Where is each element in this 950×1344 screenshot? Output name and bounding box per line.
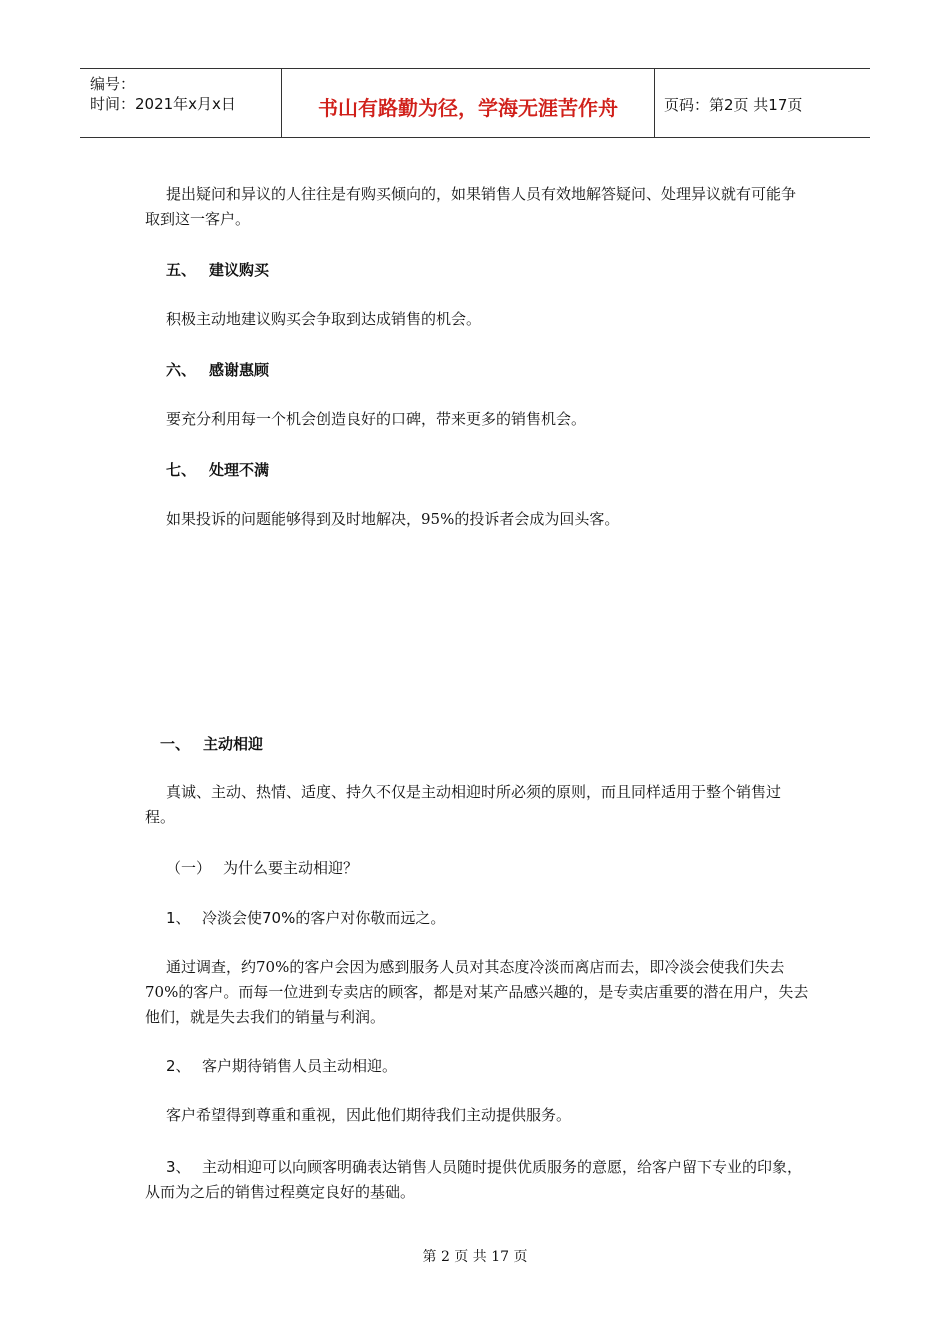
list-item-1 [166,907,445,928]
paragraph-thanks: 要充分利用每一个机会创造良好的口碑，带来更多的销售机会。 [166,410,587,428]
section-number: 六、 [166,361,197,379]
section-number: 一、 [160,735,191,753]
list-text: 客户期待销售人员主动相迎。 [202,1057,398,1075]
paragraph-respect: 客户希望得到尊重和重视，因此他们期待我们主动提供服务。 [166,1106,572,1124]
section-title: 主动相迎 [203,735,264,753]
section-heading-5 [166,259,269,280]
subsection-heading [166,857,358,878]
list-item-2 [166,1055,397,1076]
section-title: 处理不满 [209,461,270,479]
paragraph-suggest-purchase: 积极主动地建议购买会争取到达成销售的机会。 [166,310,482,328]
list-number: 2、 [166,1057,191,1075]
paragraph-complaints: 如果投诉的问题能够得到及时地解决，95%的投诉者会成为回头客。 [166,510,620,528]
header-page-cell [655,69,870,137]
section-title: 感谢惠顾 [209,361,270,379]
section-heading-6 [166,359,269,380]
subsection-number: （一） [166,859,212,877]
section-heading-1 [160,733,263,754]
header-meta-cell [80,69,282,137]
page-footer: 第 2 页 共 17 页 [422,1249,528,1265]
paragraph-survey: 通过调查，约70%的客户会因为感到服务人员对其态度冷淡而离店而去，即冷淡会使我们失去70%的客户。而每一位进到专卖店的顾客，都是对某产品感兴趣的，是专卖店重要的潜在用户，失去他们，就是失去我们的销量与利润。 [145,958,809,1026]
header-motto-cell [282,69,655,137]
paragraph-greeting-principles: 真诚、主动、热情、适度、持久不仅是主动相迎时所必须的原则，而且同样适用于整个销售过程。 [145,783,782,826]
subsection-title: 为什么要主动相迎？ [223,859,359,877]
section-title: 建议购买 [209,261,270,279]
list-number: 1、 [166,909,191,927]
section-heading-7 [166,459,269,480]
document-header [80,68,870,138]
section-number: 七、 [166,461,197,479]
section-number: 五、 [166,261,197,279]
list-item-3 [145,1155,810,1205]
document-number-label: 编号： [90,75,136,93]
header-motto: 书山有路勤为径，学海无涯苦作舟 [318,96,618,120]
header-page-number: 页码：第2页 共17页 [664,96,803,114]
document-date-label: 时间：2021年x月x日 [90,95,236,113]
list-text: 冷淡会使70%的客户对你敬而远之。 [202,909,446,927]
list-text: 主动相迎可以向顾客明确表达销售人员随时提供优质服务的意愿，给客户留下专业的印象，从而为之后的销售过程奠定良好的基础。 [145,1158,803,1201]
paragraph-objections: 提出疑问和异议的人往往是有购买倾向的，如果销售人员有效地解答疑问、处理异议就有可能争取到这一客户。 [145,185,797,228]
list-number: 3、 [166,1158,191,1176]
